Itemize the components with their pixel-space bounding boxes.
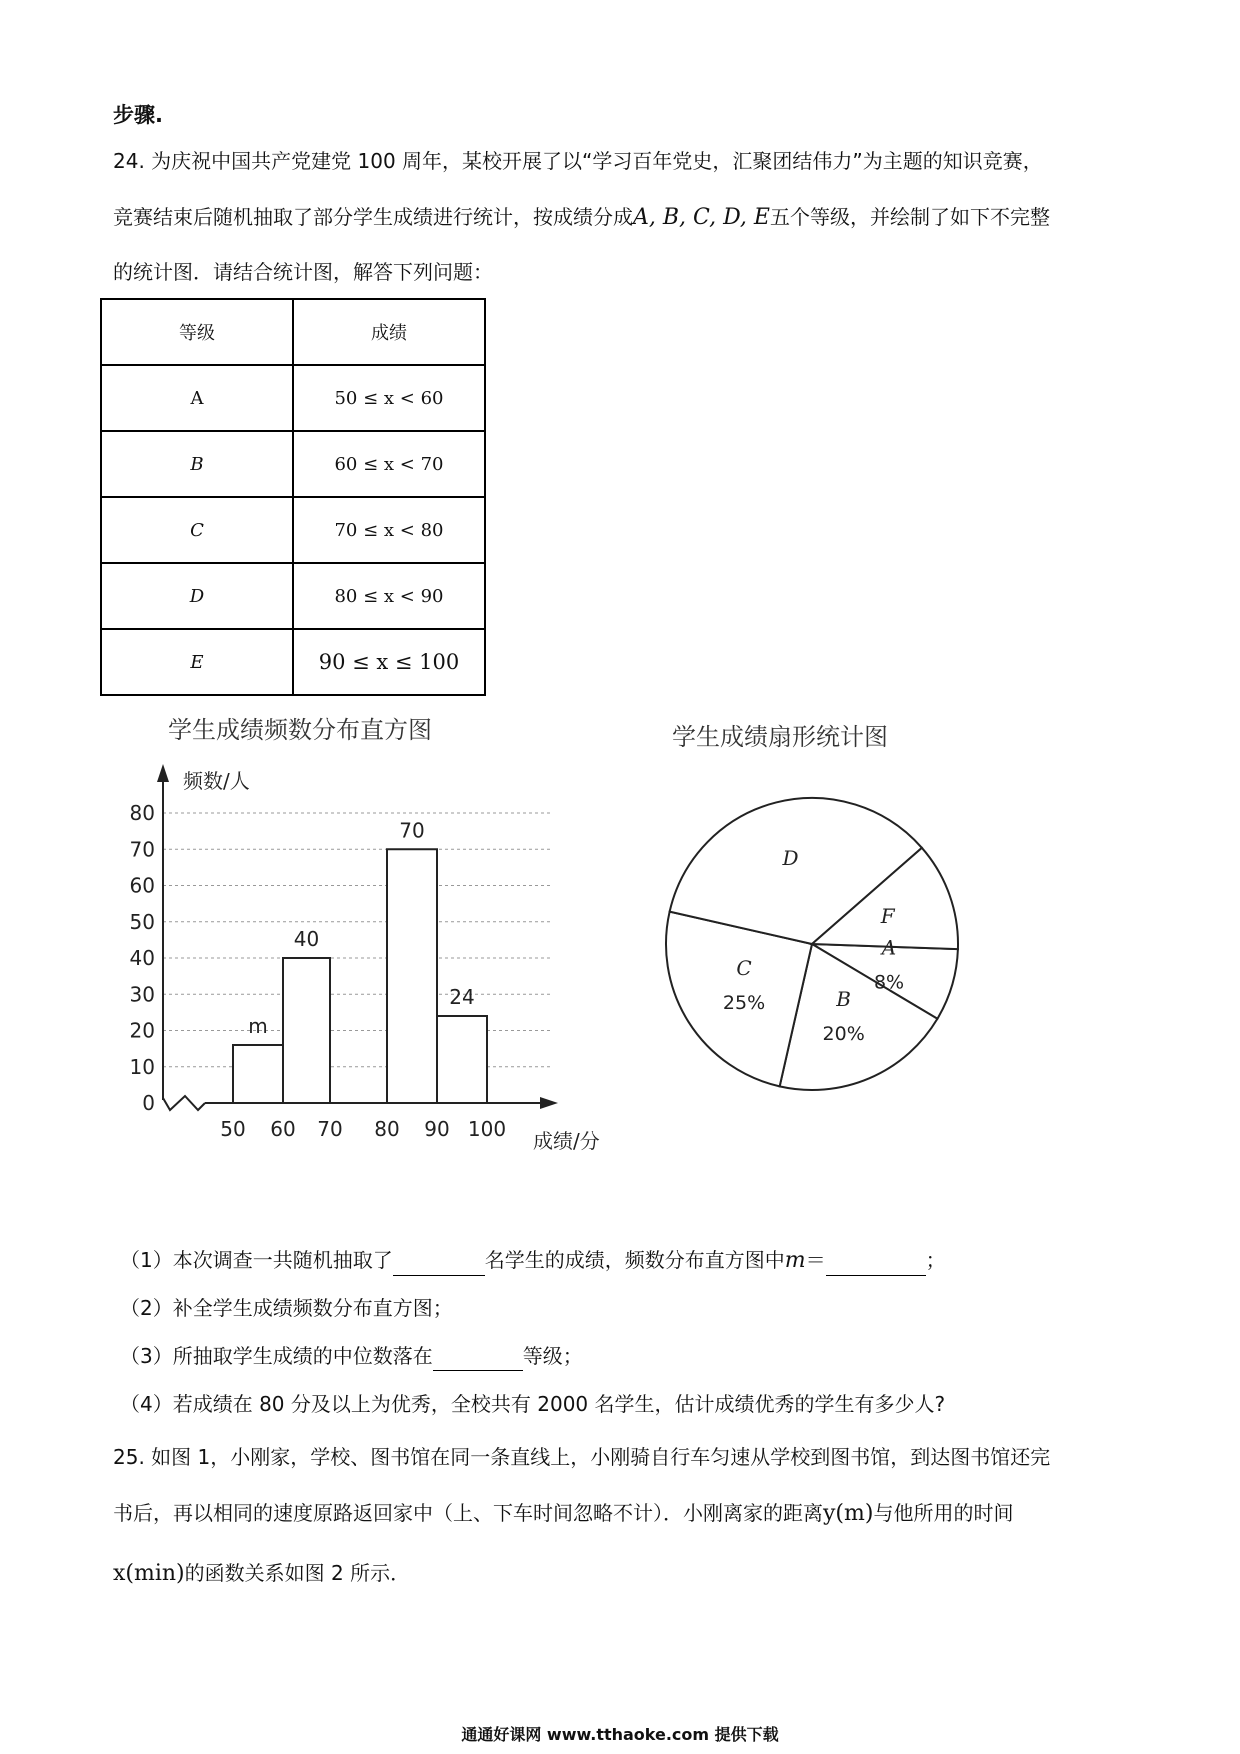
table-row [101, 497, 485, 563]
header-grade: 等级 [101, 299, 293, 365]
q25-y-unit: y(m) [823, 1501, 874, 1526]
q25-line3 [113, 1558, 410, 1589]
pie-percent-label: 8% [873, 971, 905, 994]
bar-value-label: m [248, 1014, 268, 1038]
q25-line2-post: 与他所用的时间 [873, 1501, 1014, 1525]
histogram-title: 学生成绩频数分布直方图 [168, 716, 432, 744]
pie-title: 学生成绩扇形统计图 [672, 723, 888, 751]
histogram-bar [437, 1016, 487, 1103]
q24-line1: 24. 为庆祝中国共产党建党 100 周年，某校开展了以“学习百年党史，汇聚团结伟力”为主题的知识竞赛， [113, 149, 1043, 173]
pie-percent-label: 25% [722, 991, 766, 1014]
q25-x-unit: x(min) [113, 1561, 185, 1586]
q24-sub1-end: ； [925, 1248, 946, 1272]
q24-sub3-post: 等级； [522, 1344, 583, 1368]
grade-table [100, 298, 486, 696]
grade-table-header [101, 299, 485, 365]
footer-text: 通通好课网 www.tthaoke.com 提供下载 [461, 1725, 779, 1744]
pie-slices [666, 798, 958, 1090]
q24-sub3-pre: （3）所抽取学生成绩的中位数落在 [120, 1344, 433, 1368]
grade-cell: C [101, 497, 293, 563]
x-tick-label: 70 [317, 1117, 343, 1141]
pie-slice-label: B [836, 986, 851, 1011]
histogram-bar [387, 849, 437, 1103]
x-tick-label: 80 [374, 1117, 400, 1141]
q25-line2 [113, 1498, 1013, 1529]
x-tick-label: 90 [424, 1117, 450, 1141]
x-tick-label: 50 [220, 1117, 246, 1141]
pie-slice-label: D [782, 846, 799, 871]
answer-blank-2 [826, 1251, 926, 1276]
y-tick-label: 80 [129, 801, 155, 825]
q24-sub4: （4）若成绩在 80 分及以上为优秀，全校共有 2000 名学生，估计成绩优秀的学生有多少人? [120, 1392, 946, 1416]
q24-sub1-var: m [784, 1248, 806, 1273]
answer-blank-1 [393, 1251, 485, 1276]
q24-sub1-eq: ＝ [805, 1248, 826, 1272]
y-tick-label: 60 [129, 873, 155, 898]
q24-line3: 的统计图．请结合统计图，解答下列问题： [113, 260, 493, 284]
histogram-bar [233, 1045, 283, 1103]
q24-line2-post: 五个等级，并绘制了如下不完整 [769, 205, 1050, 229]
bar-value-label: 70 [399, 818, 425, 843]
y-tick-label: 30 [129, 982, 155, 1007]
y-tick-label: 50 [129, 909, 155, 934]
y-tick-label: 40 [129, 946, 155, 970]
pie-slice-label: A [881, 935, 897, 960]
x-tick-label: 60 [270, 1117, 296, 1141]
q25-line2-pre: 书后，再以相同的速度原路返回家中（上、下车时间忽略不计）．小刚离家的距离 [113, 1501, 823, 1525]
q24-sub2: （2）补全学生成绩频数分布直方图； [120, 1296, 453, 1320]
axis-break-icon [163, 1096, 205, 1110]
header-score: 成绩 [293, 299, 485, 365]
pie-slice-label: F [880, 904, 895, 929]
pie-slice-label: C [736, 955, 752, 980]
table-row [101, 431, 485, 497]
answer-blank-3 [433, 1346, 523, 1371]
q24-sub1-mid: 名学生的成绩，频数分布直方图中 [484, 1248, 785, 1272]
range-cell: 90 ≤ x ≤ 100 [293, 629, 485, 695]
range-cell: 70 ≤ x < 80 [293, 497, 485, 563]
y-tick-label: 70 [129, 837, 155, 862]
grade-cell: E [101, 629, 293, 695]
pie-chart [640, 700, 1000, 1120]
x-tick-label: 100 [467, 1117, 507, 1141]
table-row [101, 365, 485, 431]
y-tick-label: 0 [142, 1091, 155, 1115]
q25-line1: 25. 如图 1，小刚家，学校、图书馆在同一条直线上，小刚骑自行车匀速从学校到图书馆，到达图书馆还完 [113, 1445, 1051, 1469]
pie-percent-label: 20% [822, 1022, 865, 1045]
y-axis-label: 频数/人 [183, 769, 250, 793]
table-row [101, 629, 485, 695]
histogram-chart [0, 700, 640, 1170]
histogram-bars [233, 818, 487, 1103]
q24-sub1 [120, 1245, 946, 1276]
histogram-bar [283, 958, 330, 1103]
q24-line2-pre: 竞赛结束后随机抽取了部分学生成绩进行统计，按成绩分成 [113, 205, 633, 229]
range-cell: 50 ≤ x < 60 [293, 365, 485, 431]
q24-sub1-pre: （1）本次调查一共随机抽取了 [120, 1248, 393, 1272]
x-axis-label: 成绩/分 [533, 1129, 600, 1153]
table-row [101, 563, 485, 629]
bar-value-label: 24 [449, 985, 475, 1009]
q25-line3-post: 的函数关系如图 2 所示． [184, 1561, 411, 1585]
bar-value-label: 40 [293, 927, 320, 951]
y-axis-arrow-icon [157, 764, 169, 782]
steps-label: 步骤. [113, 103, 163, 127]
q24-grade-letters: A, B, C, D, E [633, 205, 770, 230]
grade-cell: A [101, 365, 293, 431]
grade-cell: D [101, 563, 293, 629]
y-tick-label: 20 [129, 1018, 155, 1043]
grade-cell: B [101, 431, 293, 497]
range-cell: 80 ≤ x < 90 [293, 563, 485, 629]
range-cell: 60 ≤ x < 70 [293, 431, 485, 497]
x-axis-arrow-icon [540, 1097, 558, 1109]
histogram-grid [163, 813, 550, 1067]
q24-sub3 [120, 1341, 583, 1371]
y-tick-label: 10 [129, 1054, 155, 1079]
q24-line2 [113, 202, 1050, 233]
